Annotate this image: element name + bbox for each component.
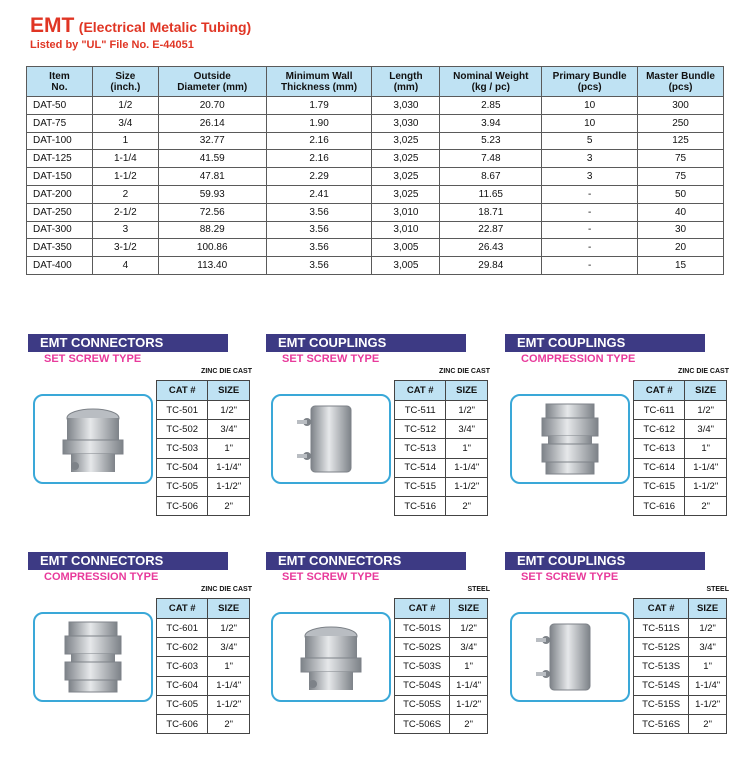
column-header: Length (mm): [372, 67, 440, 97]
table-row: [157, 420, 250, 439]
table-row: [27, 97, 724, 115]
column-header: SIZE: [208, 381, 250, 401]
table-cell: 41.59: [158, 150, 266, 168]
material-label: STEEL: [467, 586, 490, 593]
table-header-row: [634, 599, 727, 619]
table-cell: 1-1/4": [685, 458, 727, 477]
title-main: EMT: [30, 14, 75, 37]
table-cell: 1-1/2": [685, 477, 727, 496]
table-cell: TC-506S: [395, 714, 450, 733]
section-subtype: COMPRESSION TYPE: [44, 571, 159, 583]
section-title: EMT CONNECTORS: [28, 334, 228, 352]
table-cell: 1/2": [446, 401, 488, 420]
table-cell: 1.90: [266, 114, 372, 132]
table-cell: -: [542, 221, 638, 239]
table-cell: -: [542, 257, 638, 275]
product-photo: [33, 394, 153, 484]
column-header: CAT #: [157, 381, 208, 401]
table-cell: 1-1/4": [446, 458, 488, 477]
material-label: ZINC DIE CAST: [201, 586, 252, 593]
table-cell: 2.41: [266, 185, 372, 203]
table-row: [157, 477, 250, 496]
material-label: STEEL: [706, 586, 729, 593]
table-row: [634, 619, 727, 638]
table-cell: TC-502: [157, 420, 208, 439]
column-header: SIZE: [450, 599, 488, 619]
page-title: [30, 14, 251, 38]
section-title: EMT COUPLINGS: [505, 552, 705, 570]
table-cell: 1": [208, 657, 250, 676]
table-cell: 15: [638, 257, 724, 275]
table-header-row: [395, 599, 488, 619]
table-cell: DAT-75: [27, 114, 93, 132]
table-cell: 32.77: [158, 132, 266, 150]
table-cell: 2.16: [266, 150, 372, 168]
column-header: CAT #: [395, 599, 450, 619]
column-header: Item No.: [27, 67, 93, 97]
table-cell: 3,010: [372, 203, 440, 221]
table-cell: 5.23: [440, 132, 542, 150]
table-row: [27, 185, 724, 203]
catalog-table: [156, 380, 250, 516]
table-cell: 3/4": [450, 638, 488, 657]
table-cell: DAT-50: [27, 97, 93, 115]
table-cell: 50: [638, 185, 724, 203]
column-header: CAT #: [634, 381, 685, 401]
table-cell: TC-615: [634, 477, 685, 496]
product-section: [28, 552, 258, 762]
table-row: [157, 695, 250, 714]
table-row: [27, 239, 724, 257]
table-row: [395, 695, 488, 714]
table-row: [395, 496, 488, 515]
column-header: CAT #: [157, 599, 208, 619]
table-row: [634, 657, 727, 676]
section-subtype: COMPRESSION TYPE: [521, 353, 636, 365]
table-cell: TC-503: [157, 439, 208, 458]
table-row: [27, 203, 724, 221]
table-cell: TC-504: [157, 458, 208, 477]
table-cell: 1-1/2": [450, 695, 488, 714]
table-cell: 47.81: [158, 168, 266, 186]
table-cell: TC-606: [157, 714, 208, 733]
table-cell: TC-604: [157, 676, 208, 695]
product-photo: [510, 394, 630, 484]
table-cell: 8.67: [440, 168, 542, 186]
table-row: [634, 401, 727, 420]
table-cell: DAT-350: [27, 239, 93, 257]
table-cell: 250: [638, 114, 724, 132]
table-cell: 1": [446, 439, 488, 458]
table-row: [27, 114, 724, 132]
table-cell: 3.56: [266, 203, 372, 221]
table-header-row: [157, 599, 250, 619]
table-cell: 2": [446, 496, 488, 515]
table-cell: 113.40: [158, 257, 266, 275]
table-cell: 1-1/2": [446, 477, 488, 496]
product-photo: [271, 394, 391, 484]
table-cell: TC-516S: [634, 714, 689, 733]
table-cell: 1-1/4": [208, 458, 250, 477]
column-header: Nominal Weight (kg / pc): [440, 67, 542, 97]
column-header: SIZE: [689, 599, 727, 619]
table-cell: TC-511: [395, 401, 446, 420]
table-cell: -: [542, 185, 638, 203]
column-header: SIZE: [446, 381, 488, 401]
table-row: [395, 458, 488, 477]
table-cell: 3.56: [266, 239, 372, 257]
table-row: [395, 619, 488, 638]
table-row: [634, 420, 727, 439]
table-header-row: [395, 381, 488, 401]
table-cell: 3,025: [372, 185, 440, 203]
table-cell: TC-614: [634, 458, 685, 477]
table-cell: 3/4": [689, 638, 727, 657]
table-cell: 88.29: [158, 221, 266, 239]
table-cell: 11.65: [440, 185, 542, 203]
table-cell: 20.70: [158, 97, 266, 115]
table-row: [27, 168, 724, 186]
table-row: [157, 619, 250, 638]
table-cell: TC-601: [157, 619, 208, 638]
table-cell: 1-1/2: [92, 168, 158, 186]
table-cell: 3-1/2: [92, 239, 158, 257]
column-header: CAT #: [395, 381, 446, 401]
table-cell: 3/4: [92, 114, 158, 132]
catalog-table: [156, 598, 250, 734]
table-row: [395, 401, 488, 420]
table-cell: TC-506: [157, 496, 208, 515]
table-cell: 2": [208, 714, 250, 733]
table-cell: 1-1/2": [208, 477, 250, 496]
table-row: [157, 496, 250, 515]
column-header: Master Bundle (pcs): [638, 67, 724, 97]
table-cell: 26.43: [440, 239, 542, 257]
table-cell: 10: [542, 97, 638, 115]
table-cell: 5: [542, 132, 638, 150]
section-subtype: SET SCREW TYPE: [44, 353, 142, 365]
table-cell: 3,030: [372, 114, 440, 132]
table-cell: DAT-125: [27, 150, 93, 168]
table-row: [634, 695, 727, 714]
table-cell: 75: [638, 150, 724, 168]
table-cell: DAT-250: [27, 203, 93, 221]
table-cell: 2": [689, 714, 727, 733]
table-row: [395, 420, 488, 439]
table-cell: TC-513: [395, 439, 446, 458]
table-cell: 1-1/4": [689, 676, 727, 695]
table-row: [634, 496, 727, 515]
material-label: ZINC DIE CAST: [678, 368, 729, 375]
table-cell: 3: [542, 150, 638, 168]
table-cell: 3/4": [208, 638, 250, 657]
table-cell: TC-605: [157, 695, 208, 714]
table-cell: TC-512: [395, 420, 446, 439]
table-cell: TC-516: [395, 496, 446, 515]
table-cell: TC-603: [157, 657, 208, 676]
table-row: [27, 150, 724, 168]
product-photo: [271, 612, 391, 702]
table-cell: TC-512S: [634, 638, 689, 657]
section-title: EMT CONNECTORS: [266, 552, 466, 570]
table-cell: DAT-150: [27, 168, 93, 186]
table-row: [157, 458, 250, 477]
table-row: [157, 638, 250, 657]
table-cell: 3,005: [372, 239, 440, 257]
table-row: [634, 439, 727, 458]
table-cell: 29.84: [440, 257, 542, 275]
table-cell: 1/2": [208, 401, 250, 420]
table-cell: 3,030: [372, 97, 440, 115]
table-cell: TC-514S: [634, 676, 689, 695]
section-subtype: SET SCREW TYPE: [282, 571, 380, 583]
table-cell: 1.79: [266, 97, 372, 115]
product-section: [505, 552, 735, 762]
table-cell: 4: [92, 257, 158, 275]
table-cell: 2: [92, 185, 158, 203]
table-cell: 3.56: [266, 257, 372, 275]
table-cell: 2.16: [266, 132, 372, 150]
table-row: [157, 657, 250, 676]
table-cell: TC-515: [395, 477, 446, 496]
table-cell: 3,005: [372, 257, 440, 275]
table-row: [157, 401, 250, 420]
table-cell: DAT-400: [27, 257, 93, 275]
table-row: [395, 477, 488, 496]
table-cell: 2": [208, 496, 250, 515]
listing-note: Listed by "UL" File No. E-44051: [30, 39, 194, 51]
material-label: ZINC DIE CAST: [439, 368, 490, 375]
table-cell: 20: [638, 239, 724, 257]
table-cell: 2": [685, 496, 727, 515]
column-header: Size (inch.): [92, 67, 158, 97]
section-title: EMT COUPLINGS: [266, 334, 466, 352]
product-section: [266, 552, 496, 762]
table-row: [634, 638, 727, 657]
table-cell: 1": [685, 439, 727, 458]
catalog-table: [394, 380, 488, 516]
table-header-row: [634, 381, 727, 401]
table-cell: 1/2": [208, 619, 250, 638]
table-cell: 7.48: [440, 150, 542, 168]
catalog-table: [633, 380, 727, 516]
table-cell: -: [542, 239, 638, 257]
table-cell: 2-1/2: [92, 203, 158, 221]
product-photo: [33, 612, 153, 702]
table-cell: 18.71: [440, 203, 542, 221]
table-cell: 59.93: [158, 185, 266, 203]
column-header: Minimum Wall Thickness (mm): [266, 67, 372, 97]
table-cell: 1/2": [685, 401, 727, 420]
table-header-row: [157, 381, 250, 401]
table-row: [27, 257, 724, 275]
table-cell: TC-503S: [395, 657, 450, 676]
table-row: [157, 439, 250, 458]
table-cell: 3/4": [446, 420, 488, 439]
table-cell: TC-611: [634, 401, 685, 420]
table-row: [27, 132, 724, 150]
emt-table-body: [27, 97, 724, 275]
table-row: [395, 676, 488, 695]
table-cell: 1/2: [92, 97, 158, 115]
table-cell: TC-513S: [634, 657, 689, 676]
table-cell: 1-1/4: [92, 150, 158, 168]
table-cell: 26.14: [158, 114, 266, 132]
table-cell: 3: [92, 221, 158, 239]
column-header: Outside Diameter (mm): [158, 67, 266, 97]
table-cell: 125: [638, 132, 724, 150]
table-cell: 1-1/2": [208, 695, 250, 714]
table-cell: 1: [92, 132, 158, 150]
table-cell: 3,025: [372, 150, 440, 168]
table-cell: 3,025: [372, 168, 440, 186]
table-cell: 1": [689, 657, 727, 676]
table-cell: TC-602: [157, 638, 208, 657]
product-photo: [510, 612, 630, 702]
table-row: [395, 657, 488, 676]
table-cell: TC-501S: [395, 619, 450, 638]
table-cell: 2": [450, 714, 488, 733]
material-label: ZINC DIE CAST: [201, 368, 252, 375]
table-cell: 22.87: [440, 221, 542, 239]
emt-spec-table: [26, 66, 724, 275]
table-row: [634, 714, 727, 733]
table-cell: -: [542, 203, 638, 221]
table-cell: 2.29: [266, 168, 372, 186]
table-cell: TC-514: [395, 458, 446, 477]
table-cell: 3/4": [208, 420, 250, 439]
title-sub: (Electrical Metalic Tubing): [78, 19, 252, 35]
table-row: [634, 458, 727, 477]
table-row: [157, 714, 250, 733]
table-cell: DAT-300: [27, 221, 93, 239]
table-cell: 3,010: [372, 221, 440, 239]
table-cell: 1-1/4": [208, 676, 250, 695]
table-cell: TC-502S: [395, 638, 450, 657]
table-cell: 75: [638, 168, 724, 186]
table-cell: 72.56: [158, 203, 266, 221]
product-section: [28, 334, 258, 544]
table-cell: 1/2": [689, 619, 727, 638]
table-cell: TC-501: [157, 401, 208, 420]
table-row: [634, 676, 727, 695]
table-cell: 3.56: [266, 221, 372, 239]
table-cell: 30: [638, 221, 724, 239]
table-cell: 40: [638, 203, 724, 221]
column-header: SIZE: [685, 381, 727, 401]
table-cell: TC-515S: [634, 695, 689, 714]
table-cell: 10: [542, 114, 638, 132]
table-cell: TC-504S: [395, 676, 450, 695]
section-subtype: SET SCREW TYPE: [521, 571, 619, 583]
table-header-row: [27, 67, 724, 97]
column-header: Primary Bundle (pcs): [542, 67, 638, 97]
table-row: [27, 221, 724, 239]
section-title: EMT COUPLINGS: [505, 334, 705, 352]
table-row: [157, 676, 250, 695]
table-cell: 1-1/2": [689, 695, 727, 714]
table-cell: TC-505: [157, 477, 208, 496]
table-cell: TC-511S: [634, 619, 689, 638]
table-row: [395, 439, 488, 458]
column-header: CAT #: [634, 599, 689, 619]
section-title: EMT CONNECTORS: [28, 552, 228, 570]
table-cell: 1": [208, 439, 250, 458]
table-row: [634, 477, 727, 496]
table-row: [395, 714, 488, 733]
table-cell: 1/2": [450, 619, 488, 638]
catalog-table: [394, 598, 488, 734]
table-cell: TC-616: [634, 496, 685, 515]
table-cell: 3: [542, 168, 638, 186]
table-cell: 3.94: [440, 114, 542, 132]
section-subtype: SET SCREW TYPE: [282, 353, 380, 365]
table-cell: TC-613: [634, 439, 685, 458]
table-cell: 1": [450, 657, 488, 676]
column-header: SIZE: [208, 599, 250, 619]
table-cell: 300: [638, 97, 724, 115]
table-cell: TC-612: [634, 420, 685, 439]
table-cell: DAT-100: [27, 132, 93, 150]
table-cell: 1-1/4": [450, 676, 488, 695]
product-section: [505, 334, 735, 544]
table-cell: TC-505S: [395, 695, 450, 714]
catalog-table: [633, 598, 727, 734]
table-cell: 100.86: [158, 239, 266, 257]
table-row: [395, 638, 488, 657]
table-cell: 2.85: [440, 97, 542, 115]
table-cell: DAT-200: [27, 185, 93, 203]
table-cell: 3/4": [685, 420, 727, 439]
table-cell: 3,025: [372, 132, 440, 150]
product-section: [266, 334, 496, 544]
